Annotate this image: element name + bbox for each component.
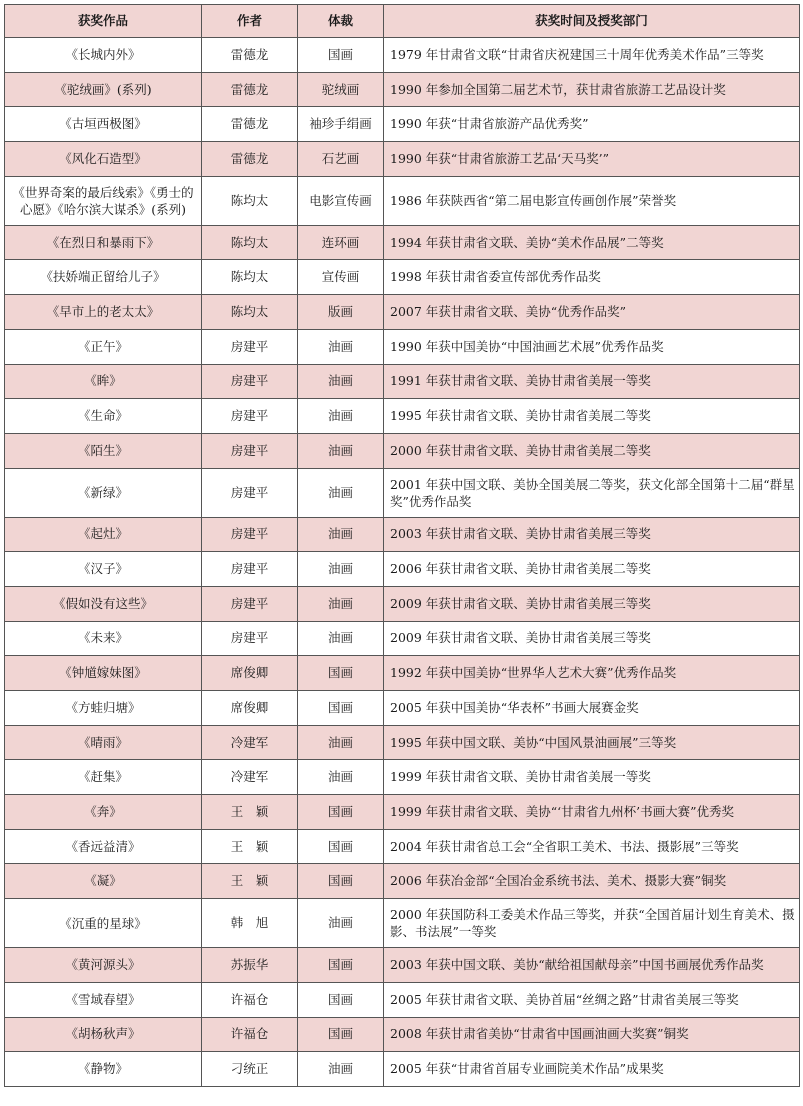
cell-genre: 驼绒画 <box>298 72 384 107</box>
cell-author: 王 颖 <box>202 864 298 899</box>
cell-work: 《胡杨秋声》 <box>5 1017 202 1052</box>
cell-work: 《凝》 <box>5 864 202 899</box>
cell-genre: 电影宣传画 <box>298 176 384 225</box>
cell-work: 《生命》 <box>5 399 202 434</box>
cell-author: 房建平 <box>202 621 298 656</box>
table-row <box>5 433 800 468</box>
header-genre: 体裁 <box>298 5 384 38</box>
cell-author: 房建平 <box>202 468 298 517</box>
cell-award: 2006 年获冶金部“全国冶金系统书法、美术、摄影大赛”铜奖 <box>384 864 800 899</box>
table-row <box>5 38 800 73</box>
cell-genre: 油画 <box>298 760 384 795</box>
cell-work: 《静物》 <box>5 1052 202 1087</box>
cell-genre: 连环画 <box>298 225 384 260</box>
table-row <box>5 864 800 899</box>
table-row <box>5 107 800 142</box>
cell-award: 1999 年获甘肃省文联、美协“‘甘肃省九州杯’书画大赛”优秀奖 <box>384 795 800 830</box>
cell-award: 1986 年获陕西省“第二届电影宣传画创作展”荣誉奖 <box>384 176 800 225</box>
cell-award: 1979 年甘肃省文联“甘肃省庆祝建国三十周年优秀美术作品”三等奖 <box>384 38 800 73</box>
cell-genre: 油画 <box>298 399 384 434</box>
cell-work: 《陌生》 <box>5 433 202 468</box>
cell-genre: 国画 <box>298 691 384 726</box>
cell-genre: 国画 <box>298 864 384 899</box>
cell-author: 房建平 <box>202 364 298 399</box>
table-row <box>5 1017 800 1052</box>
table-row <box>5 468 800 517</box>
cell-author: 陈均太 <box>202 295 298 330</box>
cell-genre: 袖珍手绢画 <box>298 107 384 142</box>
cell-award: 2001 年获中国文联、美协全国美展二等奖，获文化部全国第十二届“群星奖”优秀作品奖 <box>384 468 800 517</box>
table-row <box>5 517 800 552</box>
table-row <box>5 760 800 795</box>
cell-award: 1990 年获“甘肃省旅游工艺品‘天马奖’” <box>384 142 800 177</box>
cell-award: 2008 年获甘肃省美协“甘肃省中国画油画大奖赛”铜奖 <box>384 1017 800 1052</box>
cell-work: 《假如没有这些》 <box>5 586 202 621</box>
cell-author: 席俊卿 <box>202 656 298 691</box>
cell-award: 1999 年获甘肃省文联、美协甘肃省美展一等奖 <box>384 760 800 795</box>
cell-genre: 国画 <box>298 829 384 864</box>
table-row <box>5 948 800 983</box>
table-row <box>5 1052 800 1087</box>
cell-work: 《风化石造型》 <box>5 142 202 177</box>
cell-author: 许福仓 <box>202 1017 298 1052</box>
cell-author: 房建平 <box>202 433 298 468</box>
cell-work: 《未来》 <box>5 621 202 656</box>
cell-work: 《晴雨》 <box>5 725 202 760</box>
cell-award: 2005 年获甘肃省文联、美协首届“丝绸之路”甘肃省美展三等奖 <box>384 982 800 1017</box>
cell-genre: 国画 <box>298 795 384 830</box>
cell-award: 1994 年获甘肃省文联、美协“美术作品展”二等奖 <box>384 225 800 260</box>
awards-table <box>4 4 800 1087</box>
cell-author: 王 颖 <box>202 795 298 830</box>
cell-work: 《世界奇案的最后线索》《勇士的心愿》《哈尔滨大谋杀》(系列) <box>5 176 202 225</box>
cell-author: 雷德龙 <box>202 38 298 73</box>
table-row <box>5 329 800 364</box>
cell-work: 《赶集》 <box>5 760 202 795</box>
cell-author: 房建平 <box>202 329 298 364</box>
cell-work: 《沉重的星球》 <box>5 899 202 948</box>
cell-work: 《扶娇端正留给儿子》 <box>5 260 202 295</box>
cell-author: 房建平 <box>202 517 298 552</box>
cell-work: 《香远益清》 <box>5 829 202 864</box>
cell-work: 《古垣西极图》 <box>5 107 202 142</box>
cell-award: 2003 年获中国文联、美协“献给祖国献母亲”中国书画展优秀作品奖 <box>384 948 800 983</box>
cell-author: 席俊卿 <box>202 691 298 726</box>
table-row <box>5 586 800 621</box>
cell-author: 雷德龙 <box>202 72 298 107</box>
table-row <box>5 552 800 587</box>
cell-genre: 油画 <box>298 329 384 364</box>
cell-genre: 油画 <box>298 552 384 587</box>
table-row <box>5 899 800 948</box>
cell-genre: 版画 <box>298 295 384 330</box>
cell-genre: 石艺画 <box>298 142 384 177</box>
cell-award: 2005 年获“甘肃省首届专业画院美术作品”成果奖 <box>384 1052 800 1087</box>
header-award: 获奖时间及授奖部门 <box>384 5 800 38</box>
cell-work: 《长城内外》 <box>5 38 202 73</box>
table-row <box>5 225 800 260</box>
cell-award: 2004 年获甘肃省总工会“全省职工美术、书法、摄影展”三等奖 <box>384 829 800 864</box>
table-row <box>5 142 800 177</box>
cell-author: 韩 旭 <box>202 899 298 948</box>
cell-author: 房建平 <box>202 552 298 587</box>
table-row <box>5 176 800 225</box>
cell-work: 《在烈日和暴雨下》 <box>5 225 202 260</box>
cell-award: 1998 年获甘肃省委宣传部优秀作品奖 <box>384 260 800 295</box>
awards-table-container <box>4 4 799 1087</box>
cell-work: 《奔》 <box>5 795 202 830</box>
header-author: 作者 <box>202 5 298 38</box>
cell-author: 王 颖 <box>202 829 298 864</box>
cell-author: 陈均太 <box>202 176 298 225</box>
cell-work: 《起灶》 <box>5 517 202 552</box>
table-row <box>5 295 800 330</box>
cell-award: 2000 年获甘肃省文联、美协甘肃省美展二等奖 <box>384 433 800 468</box>
cell-work: 《眸》 <box>5 364 202 399</box>
cell-work: 《新绿》 <box>5 468 202 517</box>
cell-genre: 国画 <box>298 948 384 983</box>
cell-award: 2000 年获国防科工委美术作品三等奖，并获“全国首届计划生育美术、摄影、书法展”一等奖 <box>384 899 800 948</box>
cell-award: 1991 年获甘肃省文联、美协甘肃省美展一等奖 <box>384 364 800 399</box>
cell-author: 陈均太 <box>202 225 298 260</box>
cell-work: 《雪域春望》 <box>5 982 202 1017</box>
cell-author: 雷德龙 <box>202 142 298 177</box>
cell-award: 1995 年获甘肃省文联、美协甘肃省美展二等奖 <box>384 399 800 434</box>
table-row <box>5 656 800 691</box>
cell-award: 2009 年获甘肃省文联、美协甘肃省美展三等奖 <box>384 621 800 656</box>
table-body <box>5 38 800 1087</box>
cell-award: 1995 年获中国文联、美协“中国风景油画展”三等奖 <box>384 725 800 760</box>
cell-genre: 国画 <box>298 982 384 1017</box>
cell-author: 陈均太 <box>202 260 298 295</box>
cell-author: 冷建军 <box>202 725 298 760</box>
cell-award: 2006 年获甘肃省文联、美协甘肃省美展二等奖 <box>384 552 800 587</box>
cell-genre: 油画 <box>298 433 384 468</box>
cell-award: 2005 年获中国美协“华表杯”书画大展赛金奖 <box>384 691 800 726</box>
cell-author: 雷德龙 <box>202 107 298 142</box>
cell-work: 《早市上的老太太》 <box>5 295 202 330</box>
cell-genre: 油画 <box>298 725 384 760</box>
cell-author: 冷建军 <box>202 760 298 795</box>
cell-author: 苏振华 <box>202 948 298 983</box>
table-row <box>5 725 800 760</box>
cell-author: 刁统正 <box>202 1052 298 1087</box>
cell-genre: 宣传画 <box>298 260 384 295</box>
table-row <box>5 260 800 295</box>
cell-work: 《汉子》 <box>5 552 202 587</box>
cell-genre: 油画 <box>298 586 384 621</box>
table-row <box>5 621 800 656</box>
cell-genre: 油画 <box>298 364 384 399</box>
cell-genre: 国画 <box>298 1017 384 1052</box>
cell-genre: 油画 <box>298 517 384 552</box>
cell-author: 许福仓 <box>202 982 298 1017</box>
cell-award: 2007 年获甘肃省文联、美协“优秀作品奖” <box>384 295 800 330</box>
cell-award: 1990 年参加全国第二届艺术节，获甘肃省旅游工艺品设计奖 <box>384 72 800 107</box>
table-row <box>5 982 800 1017</box>
cell-author: 房建平 <box>202 399 298 434</box>
cell-work: 《黄河源头》 <box>5 948 202 983</box>
cell-work: 《钟馗嫁妹图》 <box>5 656 202 691</box>
table-row <box>5 72 800 107</box>
cell-work: 《正午》 <box>5 329 202 364</box>
cell-award: 2009 年获甘肃省文联、美协甘肃省美展三等奖 <box>384 586 800 621</box>
cell-genre: 油画 <box>298 621 384 656</box>
cell-award: 1990 年获“甘肃省旅游产品优秀奖” <box>384 107 800 142</box>
table-row <box>5 691 800 726</box>
cell-genre: 国画 <box>298 38 384 73</box>
table-row <box>5 364 800 399</box>
table-row <box>5 399 800 434</box>
cell-genre: 国画 <box>298 656 384 691</box>
cell-work: 《方蛙归塘》 <box>5 691 202 726</box>
cell-work: 《驼绒画》(系列) <box>5 72 202 107</box>
cell-genre: 油画 <box>298 899 384 948</box>
cell-genre: 油画 <box>298 468 384 517</box>
table-row <box>5 795 800 830</box>
cell-award: 1990 年获中国美协“中国油画艺术展”优秀作品奖 <box>384 329 800 364</box>
cell-author: 房建平 <box>202 586 298 621</box>
cell-award: 1992 年获中国美协“世界华人艺术大赛”优秀作品奖 <box>384 656 800 691</box>
cell-genre: 油画 <box>298 1052 384 1087</box>
table-header-row <box>5 5 800 38</box>
header-work: 获奖作品 <box>5 5 202 38</box>
table-row <box>5 829 800 864</box>
cell-award: 2003 年获甘肃省文联、美协甘肃省美展三等奖 <box>384 517 800 552</box>
